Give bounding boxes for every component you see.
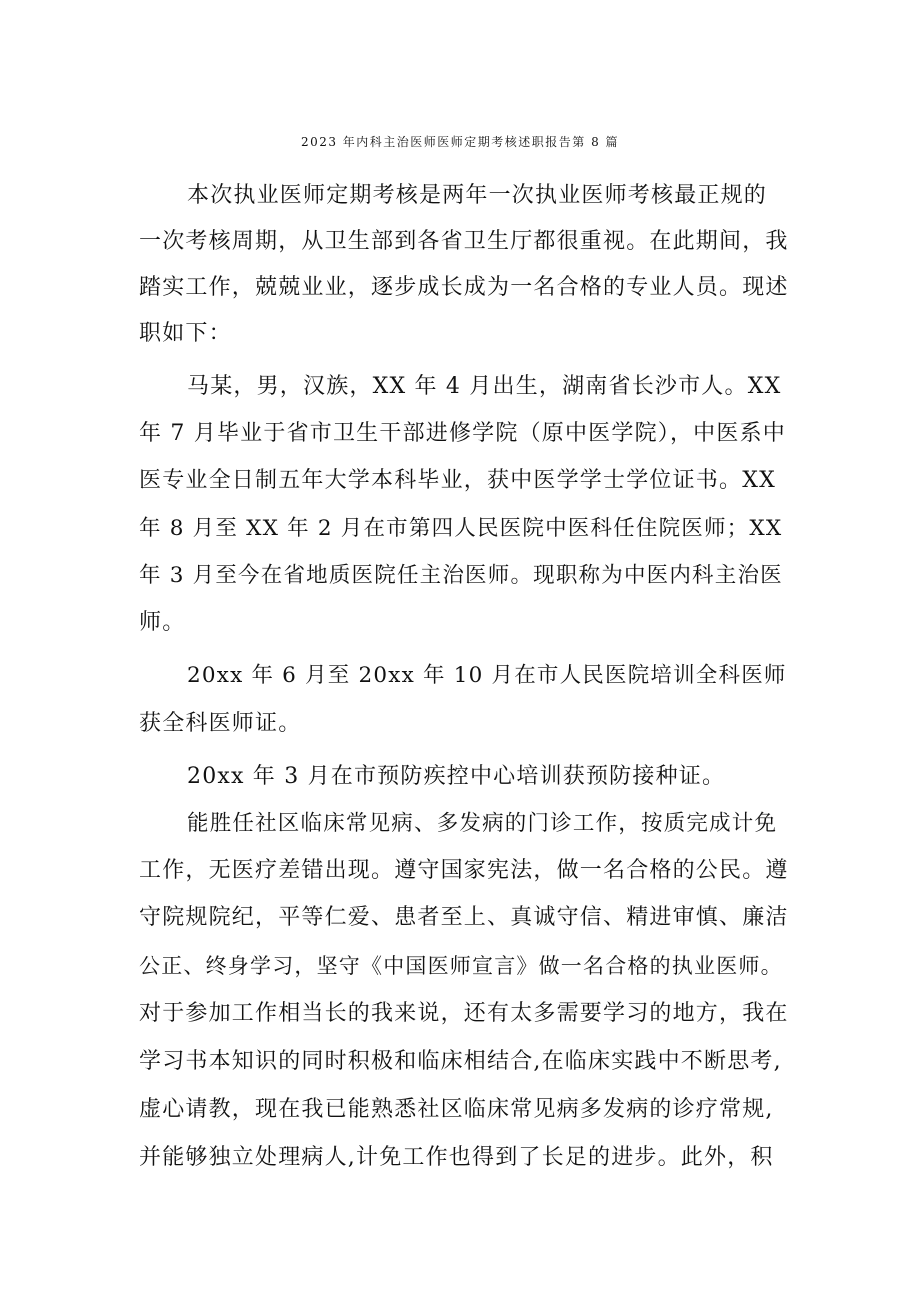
paragraph-line: 职如下： xyxy=(139,321,232,346)
paragraph-line: 并能够独立处理病人,计免工作也得到了长足的进步。此外，积 xyxy=(139,1145,774,1170)
paragraph-line: 20xx 年 3 月在市预防疾控中心培训获预防接种证。 xyxy=(187,764,726,789)
paragraph-line: 本次执业医师定期考核是两年一次执业医师考核最正规的 xyxy=(187,183,768,208)
paragraph-line: 一次考核周期，从卫生部到各省卫生厅都很重视。在此期间，我 xyxy=(139,229,789,254)
paragraph-line: 医专业全日制五年大学本科毕业，获中医学学士学位证书。XX xyxy=(139,468,776,493)
paragraph-line: 马某，男，汉族，XX 年 4 月出生，湖南省长沙市人。XX xyxy=(187,374,782,399)
paragraph-line: 公正、终身学习，坚守《中国医师宣言》做一名合格的执业医师。 xyxy=(139,954,783,978)
paragraph-line: 年 3 月至今在省地质医院任主治医师。现职称为中医内科主治医 xyxy=(139,563,783,588)
paragraph-line: 年 8 月至 XX 年 2 月在市第四人民医院中医科任住院医师；XX xyxy=(139,516,783,541)
paragraph-line: 工作，无医疗差错出现。遵守国家宪法，做一名合格的公民。遵 xyxy=(139,858,789,883)
paragraph-line: 20xx 年 6 月至 20xx 年 10 月在市人民医院培训全科医师 xyxy=(187,663,787,688)
paragraph-line: 师。 xyxy=(139,610,186,635)
paragraph-line: 获全科医师证。 xyxy=(139,711,302,736)
paragraph-line: 能胜任社区临床常见病、多发病的门诊工作，按质完成计免 xyxy=(187,811,778,836)
paragraph-line: 对于参加工作相当长的我来说，还有太多需要学习的地方，我在 xyxy=(139,1001,789,1026)
document-title: 2023 年内科主治医师医师定期考核述职报告第 8 篇 xyxy=(300,135,620,149)
paragraph-line: 守院规院纪，平等仁爱、患者至上、真诚守信、精进审慎、廉洁 xyxy=(139,905,789,930)
paragraph-line: 学习书本知识的同时积极和临床相结合,在临床实践中不断思考, xyxy=(139,1049,782,1074)
paragraph-line: 年 7 月毕业于省市卫生干部进修学院（原中医学院），中医系中 xyxy=(139,421,786,446)
paragraph-line: 虚心请教，现在我已能熟悉社区临床常见病多发病的诊疗常规, xyxy=(139,1097,774,1122)
paragraph-line: 踏实工作，兢兢业业，逐步成长成为一名合格的专业人员。现述 xyxy=(139,275,789,300)
